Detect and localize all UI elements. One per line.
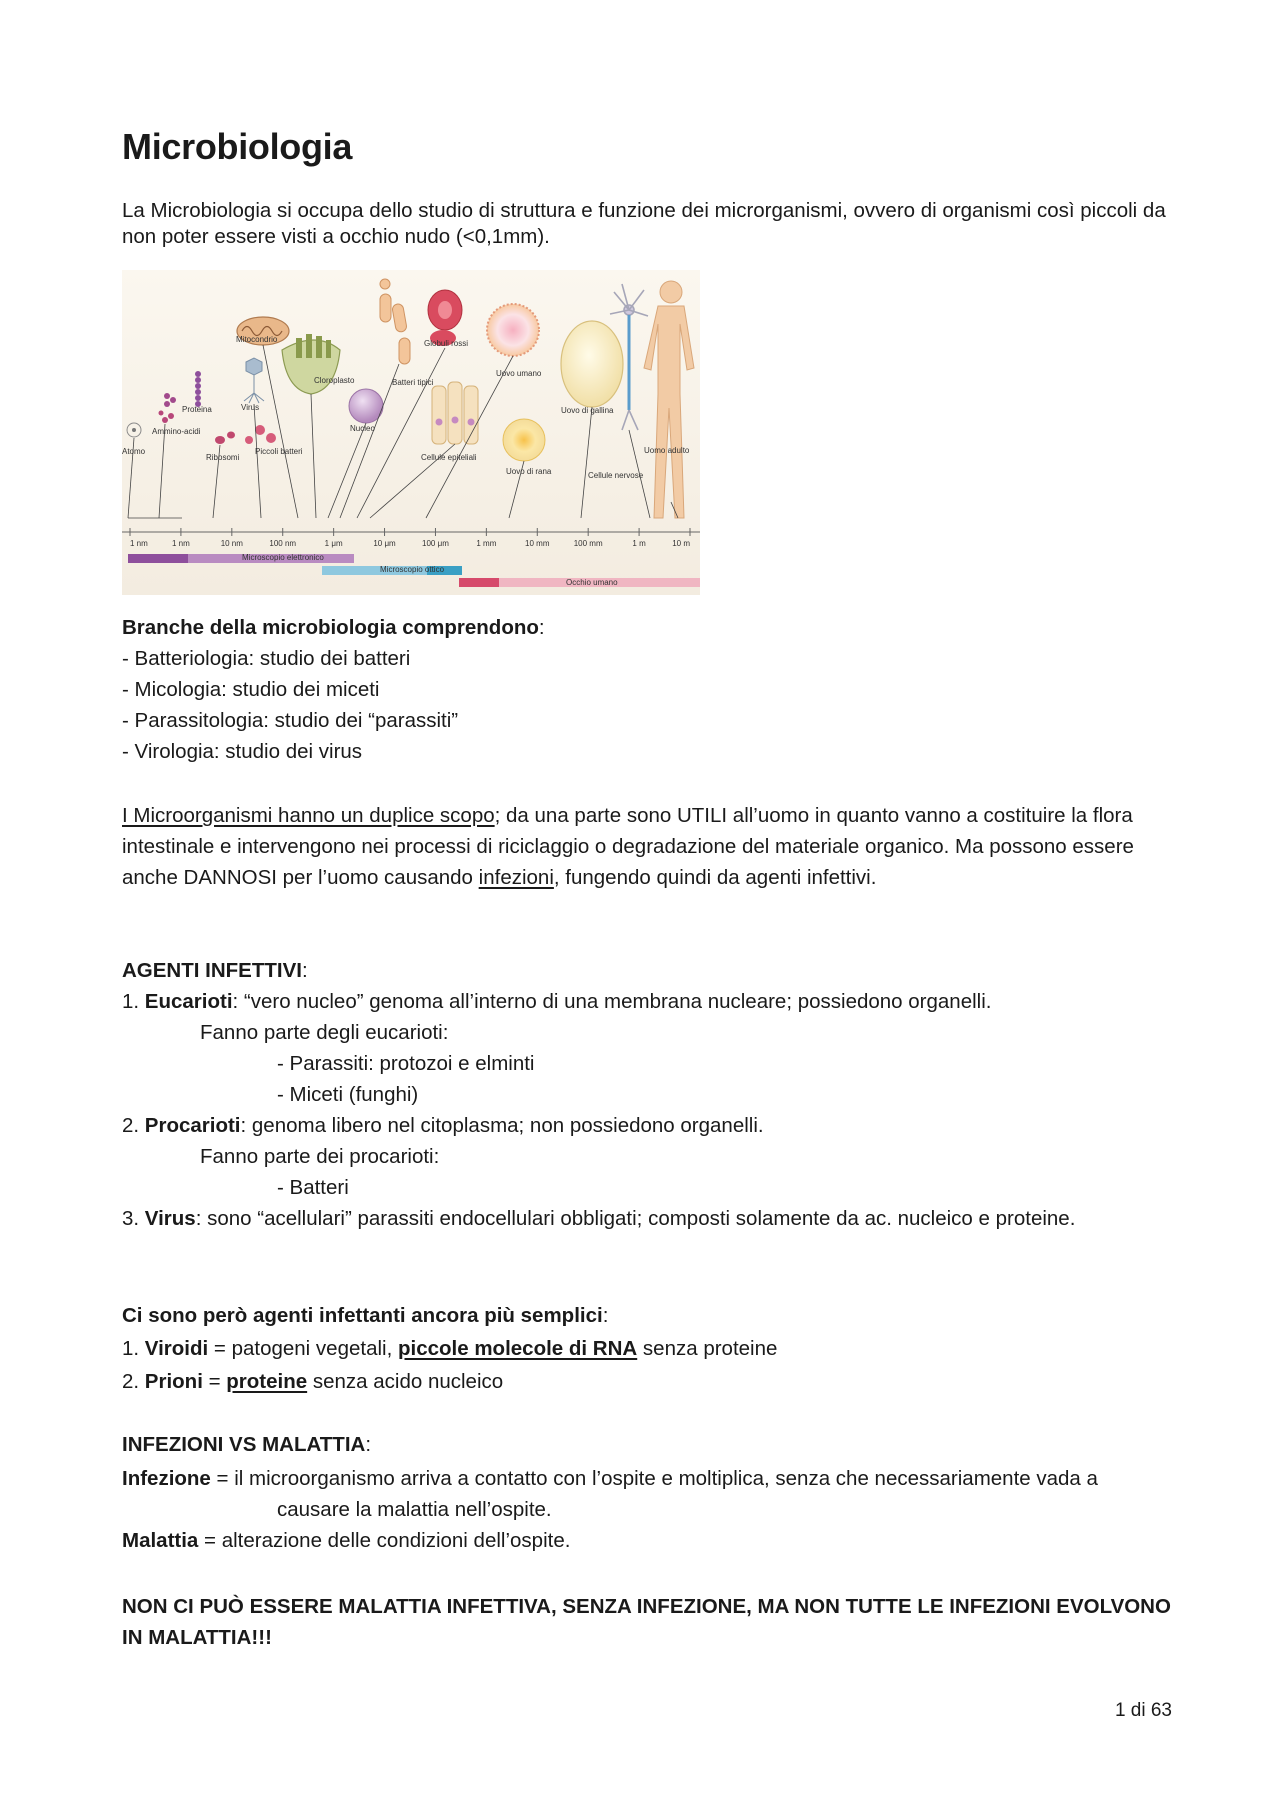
eucarioti-sub: Fanno parte degli eucarioti:: [200, 1021, 449, 1044]
conclusione: NON CI PUÒ ESSERE MALATTIA INFETTIVA, SENZA INFEZIONE, MA NON TUTTE LE INFEZIONI EVOLVONO IN MALATTIA!!!: [122, 1595, 1171, 1649]
list-item: - Parassitologia: studio dei “parassiti”: [122, 709, 459, 732]
scale-label: 100 nm: [269, 539, 297, 548]
label-virus: Virus: [241, 403, 260, 412]
label-piccoli-batteri: Piccoli batteri: [255, 447, 303, 456]
label-uomo-adulto: Uomo adulto: [644, 446, 690, 455]
scale-label: 1 nm: [130, 539, 148, 548]
label-cellule-epiteliali: Cellule epiteliali: [421, 453, 477, 462]
agenti-heading: AGENTI INFETTIVI:: [122, 959, 308, 982]
label-ribosomi: Ribosomi: [206, 453, 240, 462]
list-item: - Micologia: studio dei miceti: [122, 678, 380, 701]
eucarioti-item: 1. Eucarioti: “vero nucleo” genoma all’interno di una membrana nucleare; possiedono organelli.: [122, 990, 992, 1013]
nucleus-icon: [349, 389, 383, 423]
label-amminoacidi: Ammino-acidi: [152, 427, 201, 436]
scale-label: 1 mm: [476, 539, 497, 548]
chicken-egg-icon: [561, 321, 623, 407]
label-globuli-rossi: Globuli rossi: [424, 339, 469, 348]
human-egg-icon: [487, 304, 539, 356]
scale-label: 10 μm: [373, 539, 396, 548]
label-microscopio-elettronico: Microscopio elettronico: [242, 553, 324, 562]
virus-item: 3. Virus: sono “acellulari” parassiti endocellulari obbligati; composti solamente da ac. nucleico e proteine.: [122, 1207, 1076, 1230]
procarioti-sub: Fanno parte dei procarioti:: [200, 1145, 440, 1168]
scale-label: 100 μm: [422, 539, 449, 548]
infezioni-heading: INFEZIONI VS MALATTIA:: [122, 1433, 372, 1456]
viroidi-item: 1. Viroidi = patogeni vegetali, piccole molecole di RNA senza proteine: [122, 1337, 778, 1360]
electron-microscope-bar-dark: [128, 554, 188, 563]
label-atomo: Atomo: [122, 447, 146, 456]
label-cellule-nervose: Cellule nervose: [588, 471, 644, 480]
branche-heading: Branche della microbiologia comprendono:: [122, 616, 545, 639]
list-item: - Batteriologia: studio dei batteri: [122, 647, 411, 670]
scopo-paragraph: I Microorganismi hanno un duplice scopo; da una parte sono UTILI all’uomo in quanto vanno a costituire la flora intestinale e intervengono nei processi di riciclaggio o degradazione del materiale organico. Ma possono essere anche DANNOSI per l’uomo causando infezioni, fungendo quindi da agenti infettivi.: [122, 804, 1134, 889]
size-scale-figure: [122, 270, 700, 595]
label-batteri-tipici: Batteri tipici: [392, 378, 434, 387]
label-cloroplasto: Cloroplasto: [314, 376, 355, 385]
scale-label: 10 m: [672, 539, 690, 548]
list-item: - Batteri: [277, 1176, 349, 1199]
label-nucleo: Nucleo: [350, 424, 375, 433]
list-item: - Parassiti: protozoi e elminti: [277, 1052, 535, 1075]
infezioni-link[interactable]: infezioni: [478, 866, 554, 889]
semplici-heading: Ci sono però agenti infettanti ancora più semplici:: [122, 1304, 609, 1327]
intro-paragraph: La Microbiologia si occupa dello studio di struttura e funzione dei microrganismi, ovvero di organismi così piccoli da non poter essere visti a occhio nudo (<0,1mm).: [122, 199, 1166, 248]
label-mitocondrio: Mitocondrio: [236, 335, 278, 344]
list-item: - Virologia: studio dei virus: [122, 740, 363, 763]
human-eye-bar-dark: [459, 578, 499, 587]
page-title: Microbiologia: [122, 126, 353, 167]
list-item: - Miceti (funghi): [277, 1083, 419, 1106]
prioni-item: 2. Prioni = proteine senza acido nucleico: [122, 1370, 504, 1393]
label-uovo-rana: Uovo di rana: [506, 467, 552, 476]
scale-label: 1 μm: [324, 539, 343, 548]
page-number: 1 di 63: [1114, 1700, 1172, 1721]
label-occhio-umano: Occhio umano: [566, 578, 618, 587]
infezione-definition: Infezione = il microorganismo arriva a contatto con l’ospite e moltiplica, senza che necessariamente vada a causare la malattia nell’ospite.: [122, 1467, 1098, 1521]
label-proteina: Proteina: [182, 405, 212, 414]
scale-label: 100 mm: [573, 539, 603, 548]
frog-egg-icon: [503, 419, 545, 461]
scale-label: 10 mm: [525, 539, 550, 548]
scale-label: 10 nm: [220, 539, 243, 548]
label-uovo-umano: Uovo umano: [496, 369, 542, 378]
procarioti-item: 2. Procarioti: genoma libero nel citoplasma; non possiedono organelli.: [122, 1114, 764, 1137]
label-uovo-gallina: Uovo di gallina: [561, 406, 614, 415]
scale-label: 1 nm: [172, 539, 190, 548]
malattia-definition: Malattia = alterazione delle condizioni dell’ospite.: [122, 1529, 571, 1552]
label-microscopio-ottico: Microscopio ottico: [380, 565, 445, 574]
scale-label: 1 m: [632, 539, 646, 548]
